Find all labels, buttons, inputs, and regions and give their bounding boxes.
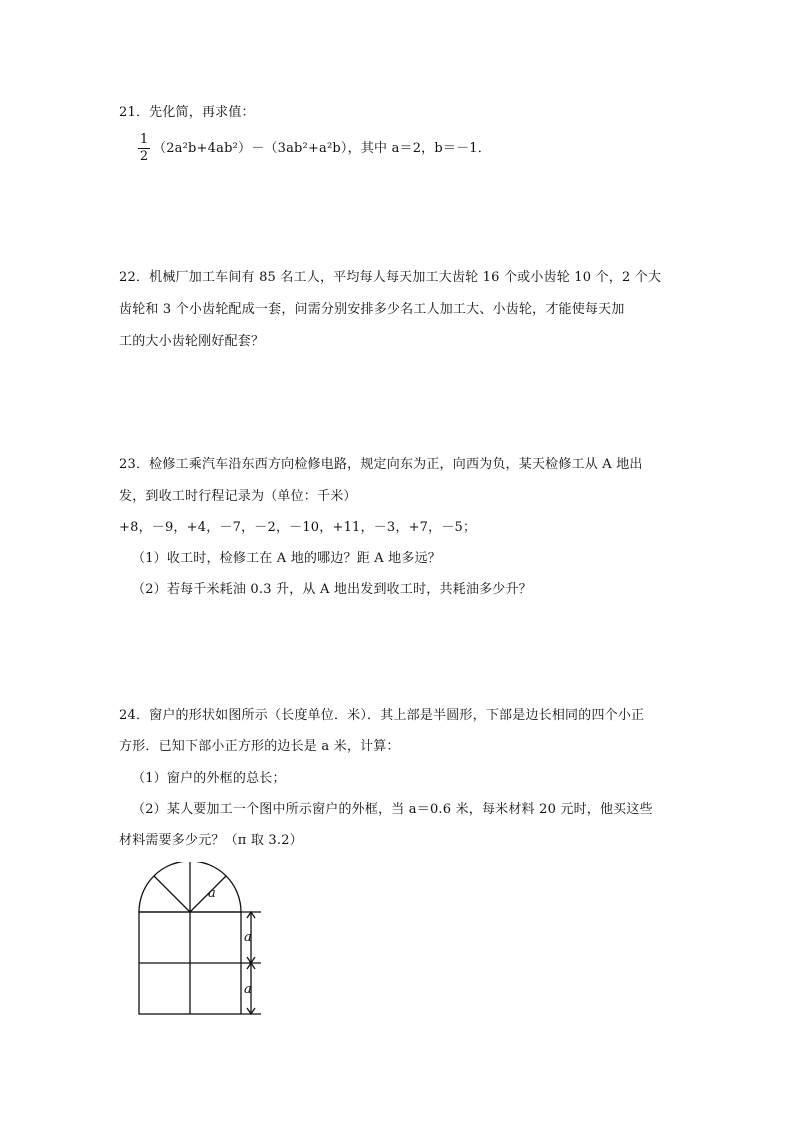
radius-label: a	[208, 886, 216, 901]
q24-part-3: 材料需要多少元？（π 取 3.2）	[119, 833, 303, 848]
q24-line-1: 24．窗户的形状如图所示（长度单位．米）．其上部是半圆形，下部是边长相同的四个小正	[119, 708, 645, 723]
q21-fraction	[137, 132, 151, 165]
window-figure	[130, 862, 270, 1022]
q24-part-2: （2）某人要加工一个图中所示窗户的外框，当 a＝0.6 米，每米材料 20 元时，他买这些	[132, 802, 653, 817]
q23-line-1: 23．检修工乘汽车沿东西方向检修电路，规定向东为正，向西为负，某天检修工从 A 地出	[119, 457, 643, 472]
window-spoke-left	[154, 876, 190, 912]
q24-line-2: 方形．已知下部小正方形的边长是 a 米，计算：	[119, 739, 400, 754]
q22-line-3: 工的大小齿轮刚好配套？	[119, 334, 265, 349]
q21-fraction-denominator: 2	[139, 149, 149, 164]
q23-part-2: （2）若每千米耗油 0.3 升，从 A 地出发到收工时，共耗油多少升？	[132, 582, 532, 597]
q21-title: 21．先化简，再求值：	[119, 105, 255, 120]
q22-line-2: 齿轮和 3 个小齿轮配成一套，问需分别安排多少名工人加工大、小齿轮，才能使每天加	[119, 302, 625, 317]
q21-expression: （2a²b+4ab²）－（3ab²+a²b），其中 a＝2，b＝－1．	[153, 141, 491, 156]
q24-part-1: （1）窗户的外框的总长；	[132, 771, 286, 786]
q23-line-2: 发，到收工时行程记录为（单位：千米）	[119, 489, 357, 504]
q23-records: +8，－9，+4，－7，－2，－10，+11，－3，+7，－5；	[119, 520, 477, 535]
q22-line-1: 22．机械厂加工车间有 85 名工人，平均每人每天加工大齿轮 16 个或小齿轮 10 个，2 个大	[119, 270, 662, 285]
side-label-top: a	[244, 930, 252, 945]
side-label-bottom: a	[244, 982, 252, 997]
q23-part-1: （1）收工时，检修工在 A 地的哪边？距 A 地多远？	[132, 551, 441, 566]
q21-fraction-numerator: 1	[139, 132, 149, 147]
